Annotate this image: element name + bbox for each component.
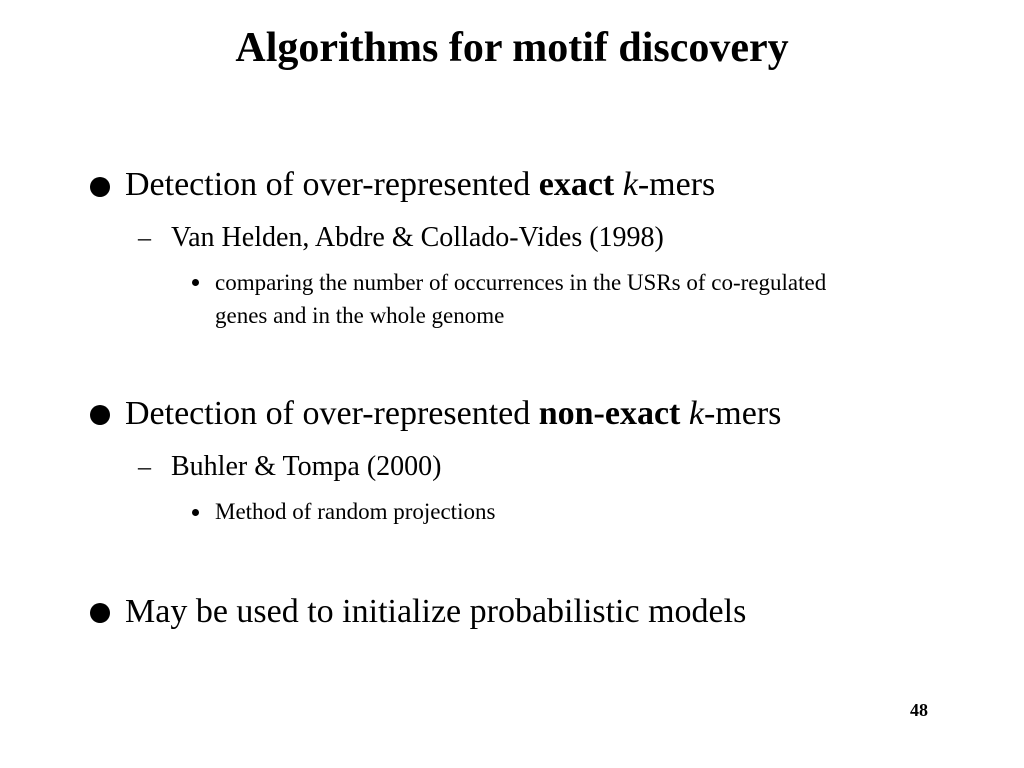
bullet-text-initialize-models: May be used to initialize probabilistic models — [125, 593, 747, 630]
bullet-text-post: -mers — [703, 395, 782, 432]
bullet-text-post: -mers — [637, 166, 716, 203]
bullet-text-exact-kmers — [125, 165, 715, 205]
page-number: 48 — [910, 700, 928, 720]
bullet-text-italic: k — [622, 166, 638, 203]
sub-bullet-citation: Van Helden, Abdre & Collado-Vides (1998) — [171, 222, 664, 253]
bullet-text-nonexact-kmers — [125, 394, 781, 434]
bullet-text-bold: non-exact — [538, 395, 681, 432]
sub-bullet-citation: Buhler & Tompa (2000) — [171, 451, 442, 482]
slide-title: Algorithms for motif discovery — [235, 25, 789, 71]
small-bullet-dot — [192, 509, 199, 516]
bullet-dot — [90, 405, 110, 425]
bullet-text-pre: Detection of over-represented — [125, 395, 539, 432]
dash-marker: – — [138, 223, 151, 252]
bullet-text-pre: Detection of over-represented — [125, 166, 539, 203]
dash-marker: – — [138, 452, 151, 481]
small-bullet-dot — [192, 279, 199, 286]
bullet-dot — [90, 603, 110, 623]
bullet-text-italic: k — [688, 395, 704, 432]
bullet-dot — [90, 177, 110, 197]
sub-sub-bullet-detail: Method of random projections — [215, 499, 496, 524]
sub-sub-bullet-detail: comparing the number of occurrences in the USRs of co-regulated genes and in the whole genome — [215, 270, 827, 328]
bullet-text-bold: exact — [538, 166, 615, 203]
